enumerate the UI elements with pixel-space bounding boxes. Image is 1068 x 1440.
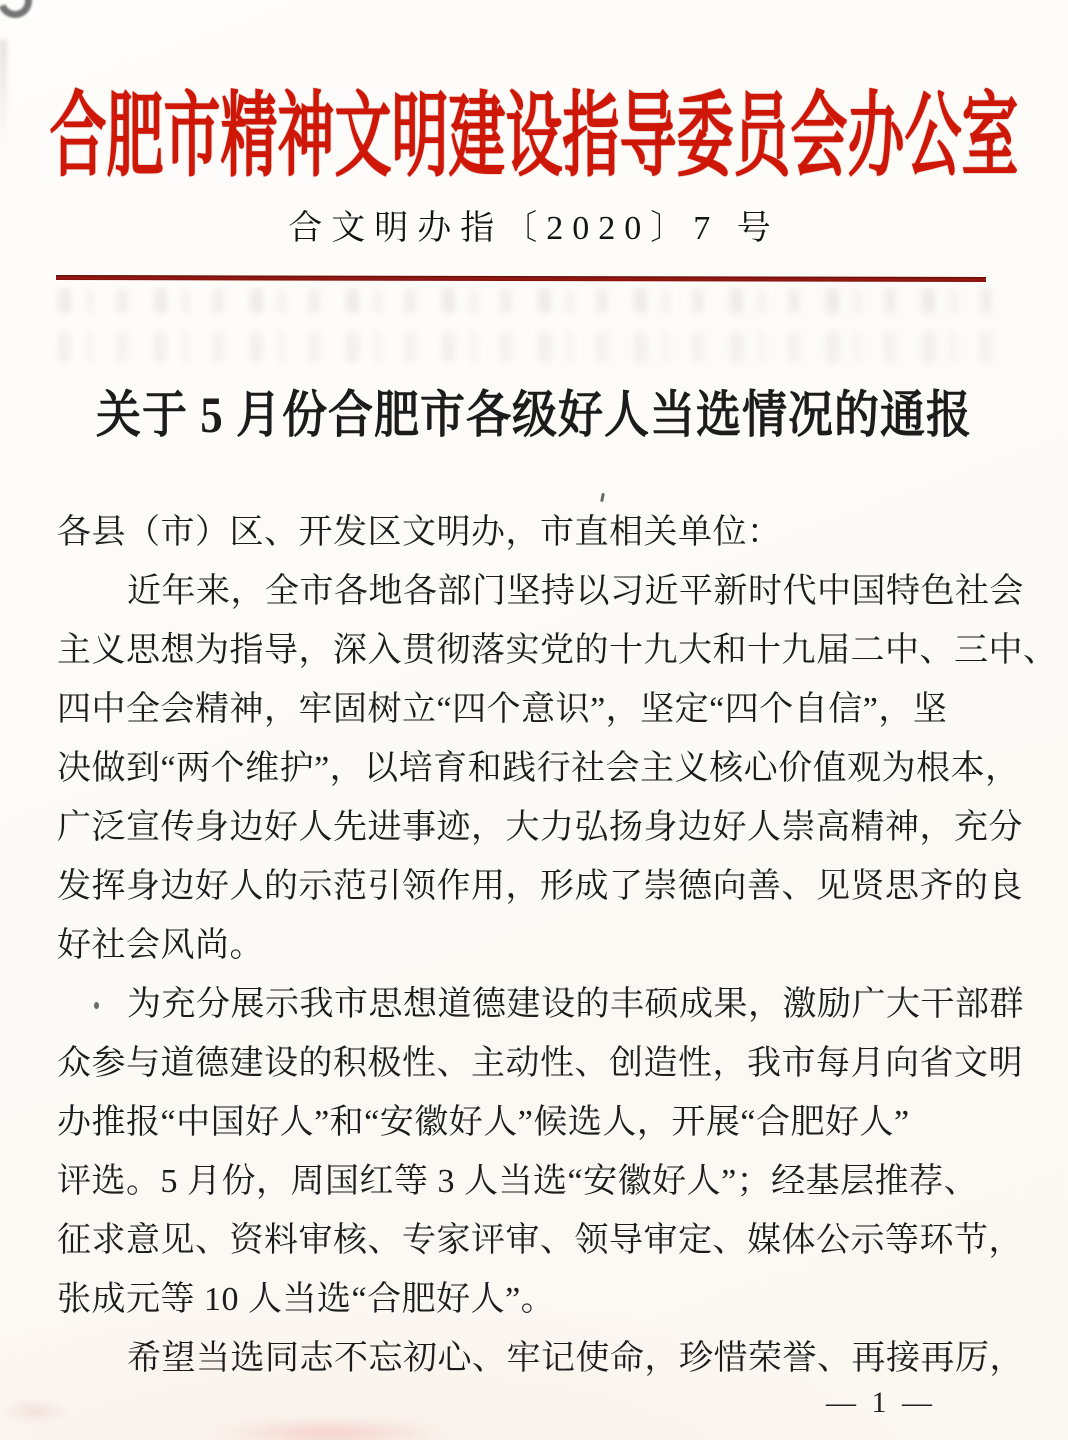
body-line: 四中全会精神，牢固树立“四个意识”，坚定“四个自信”，坚 (57, 691, 948, 728)
staple-mark (0, 0, 38, 24)
document-number: 合文明办指〔2020〕7 号 (288, 210, 780, 247)
body-line: 主义思想为指导，深入贯彻落实党的十九大和十九届二中、三中、 (57, 632, 1058, 669)
body-line: 征求意见、资料审核、专家评审、领导审定、媒体公示等环节， (57, 1222, 1023, 1259)
body-line: 众参与道德建设的积极性、主动性、创造性，我市每月向省文明 (57, 1045, 1023, 1082)
body-line: 好社会风尚。 (57, 927, 264, 964)
body-line: 为充分展示我市思想道德建设的丰硕成果，激励广大干部群 (127, 986, 1024, 1023)
body-line: 张成元等 10 人当选“合肥好人”。 (57, 1281, 556, 1318)
document-title: 关于 5 月份合肥市各级好人当选情况的通报 (95, 387, 972, 444)
body-line: 近年来，全市各地各部门坚持以习近平新时代中国特色社会 (127, 573, 1024, 610)
body-line: 办推报“中国好人”和“安徽好人”候选人，开展“合肥好人” (57, 1104, 910, 1141)
bleed-through-artifact (58, 332, 998, 362)
body-line: 发挥身边好人的示范引领作用，形成了崇德向善、见贤思齐的良 (57, 868, 1023, 905)
bleed-through-artifact (58, 289, 998, 313)
body-line: 决做到“两个维护”，以培育和践行社会主义核心价值观为根本， (57, 750, 1020, 787)
scan-smudge (215, 1418, 445, 1440)
salutation-line: 各县（市）区、开发区文明办，市直相关单位： (57, 514, 782, 551)
ink-speck-artifact (600, 493, 605, 502)
ink-dot-artifact (94, 1002, 99, 1009)
body-line: 希望当选同志不忘初心、牢记使命，珍惜荣誉、再接再厉， (127, 1340, 1024, 1377)
header-divider-rule (56, 275, 986, 282)
scan-smudge (0, 1400, 70, 1422)
page-number: — 1 — (826, 1386, 936, 1419)
body-line: 广泛宣传身边好人先进事迹，大力弘扬身边好人崇高精神，充分 (57, 809, 1023, 846)
document-body (57, 503, 1058, 1388)
letterhead-title: 合肥市精神文明建设指导委员会办公室 (49, 86, 1019, 189)
body-line: 评选。5 月份，周国红等 3 人当选“安徽好人”；经基层推荐、 (57, 1163, 979, 1200)
